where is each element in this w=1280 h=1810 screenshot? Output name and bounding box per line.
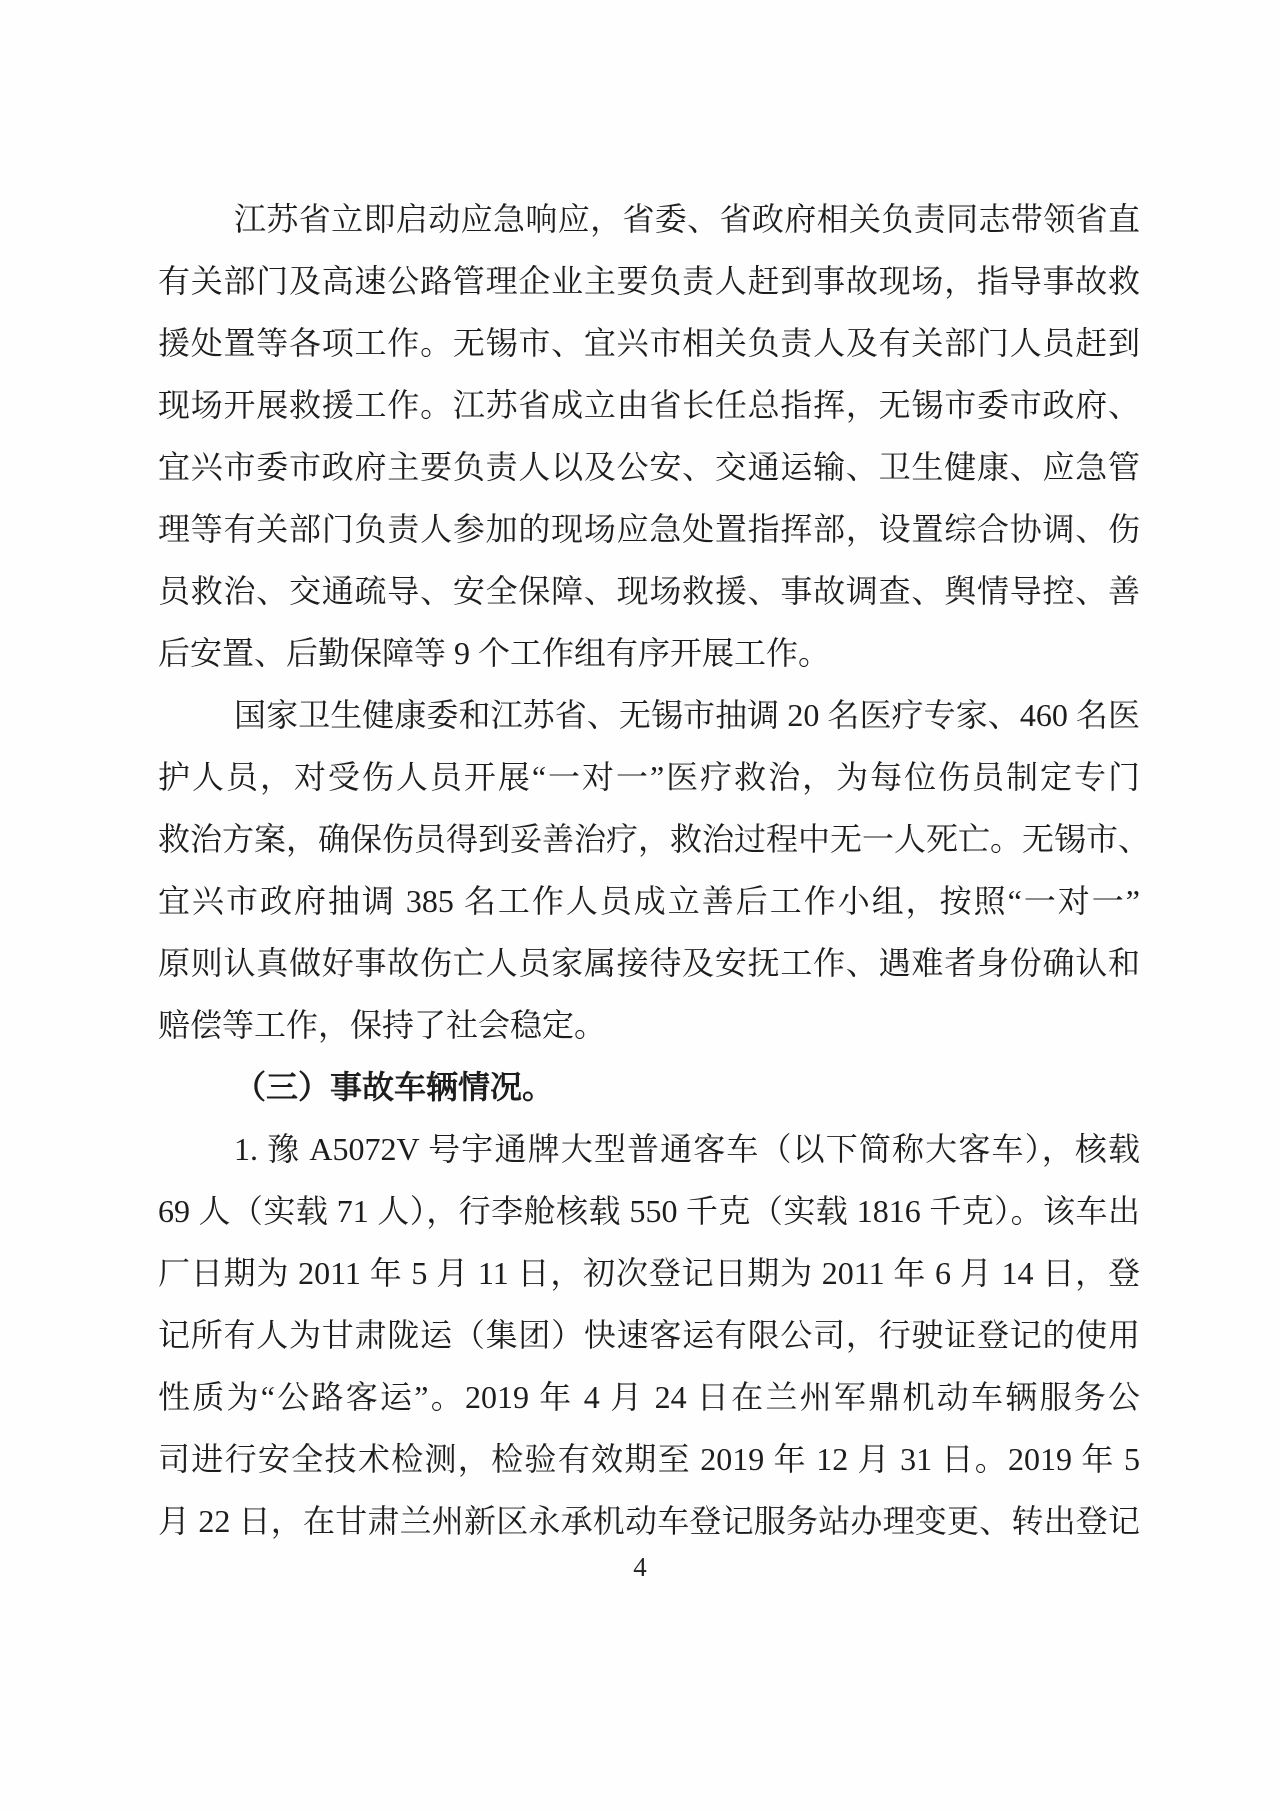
- body-line: 员救治、交通疏导、安全保障、现场救援、事故调查、舆情导控、善: [158, 573, 1140, 609]
- body-line: 援处置等各项工作。无锡市、宜兴市相关负责人及有关部门人员赶到: [158, 325, 1140, 361]
- body-line: 原则认真做好事故伤亡人员家属接待及安抚工作、遇难者身份确认和: [158, 945, 1140, 981]
- body-line: 理等有关部门负责人参加的现场应急处置指挥部，设置综合协调、伤: [158, 511, 1140, 547]
- body-line: 赔偿等工作，保持了社会稳定。: [158, 1007, 607, 1043]
- body-line: 现场开展救援工作。江苏省成立由省长任总指挥，无锡市委市政府、: [158, 387, 1140, 423]
- body-line: 有关部门及高速公路管理企业主要负责人赶到事故现场，指导事故救: [158, 263, 1140, 299]
- document-text-block: [158, 188, 1151, 1552]
- body-line: 后安置、后勤保障等 9 个工作组有序开展工作。: [158, 635, 831, 671]
- body-line: 宜兴市委市政府主要负责人以及公安、交通运输、卫生健康、应急管: [158, 449, 1140, 485]
- body-line: 司进行安全技术检测，检验有效期至 2019 年 12 月 31 日。2019 年 5: [158, 1441, 1140, 1477]
- body-line: 江苏省立即启动应急响应，省委、省政府相关负责同志带领省直: [234, 201, 1140, 237]
- body-line: 月 22 日，在甘肃兰州新区永承机动车登记服务站办理变更、转出登记: [158, 1503, 1140, 1539]
- body-line: 国家卫生健康委和江苏省、无锡市抽调 20 名医疗专家、460 名医: [234, 697, 1140, 733]
- body-line: 69 人（实载 71 人），行李舱核载 550 千克（实载 1816 千克）。该车出: [158, 1193, 1140, 1229]
- body-line: 记所有人为甘肃陇运（集团）快速客运有限公司，行驶证登记的使用: [158, 1317, 1140, 1353]
- body-line: 救治方案，确保伤员得到妥善治疗，救治过程中无一人死亡。无锡市、: [158, 821, 1151, 857]
- section-heading: （三）事故车辆情况。: [234, 1069, 555, 1105]
- body-line: 宜兴市政府抽调 385 名工作人员成立善后工作小组，按照“一对一”: [158, 883, 1140, 919]
- body-line: 1. 豫 A5072V 号宇通牌大型普通客车（以下简称大客车），核载: [234, 1131, 1140, 1167]
- body-line: 性质为“公路客运”。2019 年 4 月 24 日在兰州军鼎机动车辆服务公: [158, 1379, 1140, 1415]
- body-line: 厂日期为 2011 年 5 月 11 日，初次登记日期为 2011 年 6 月 14 日，登: [158, 1255, 1140, 1291]
- page-number: 4: [633, 1552, 647, 1582]
- body-line: 护人员，对受伤人员开展“一对一”医疗救治，为每位伤员制定专门: [158, 759, 1140, 795]
